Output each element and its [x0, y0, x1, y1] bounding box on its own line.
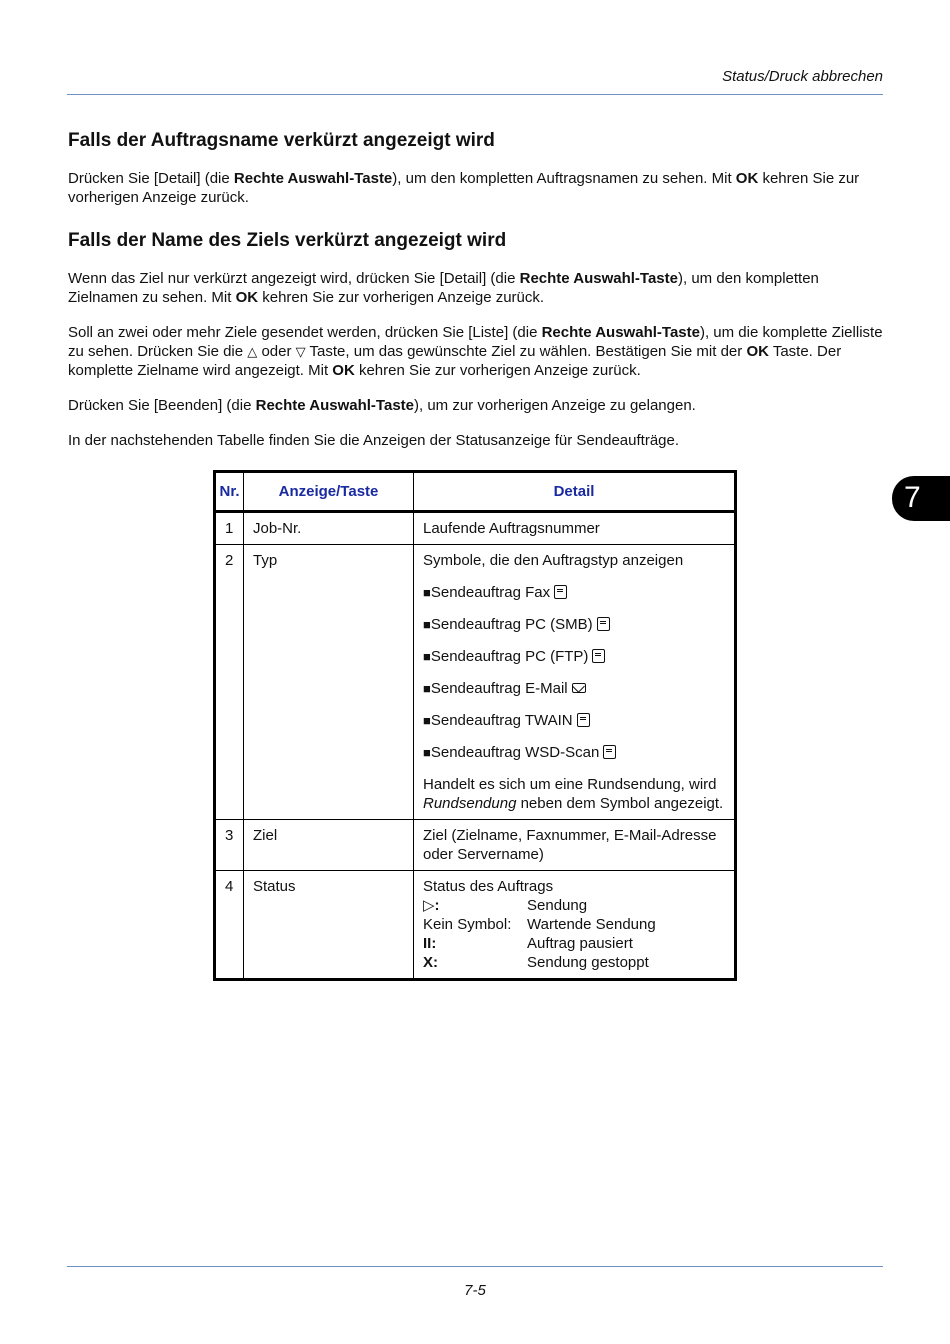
cell-display: Ziel [244, 820, 414, 871]
cell-display: Typ [244, 545, 414, 820]
page-content [68, 129, 883, 450]
cell-detail [414, 545, 736, 820]
paragraph-table-intro: In der nachstehenden Tabelle finden Sie die Anzeigen der Statusanzeige für Sendeaufträge. [68, 432, 680, 449]
table-row [215, 871, 736, 980]
paragraph-job-name: Drücken Sie [Detail] (die Rechte Auswahl-Taste), um den kompletten Auftragsnamen zu sehen. Mit OK kehren Sie zur vorherigen Anzeige zurück. [68, 170, 860, 206]
column-header-detail: Detail [414, 472, 736, 512]
footer-rule [67, 1266, 883, 1267]
pc-smb-icon [597, 617, 610, 631]
list-item: ■Sendeauftrag TWAIN [423, 711, 726, 730]
up-arrow-icon: △ [247, 344, 258, 359]
paragraph-destination-detail: Wenn das Ziel nur verkürzt angezeigt wird, drücken Sie [Detail] (die Rechte Auswahl-Taste), um den kompletten Zielnamen zu sehen. Mit OK kehren Sie zur vorherigen Anzeige zurück. [68, 270, 819, 306]
cell-nr: 1 [215, 512, 244, 545]
paragraph-destination-list: Soll an zwei oder mehr Ziele gesendet werden, drücken Sie [Liste] (die Rechte Auswahl-Taste), um die komplette Zielliste zu sehen. Drücken Sie die △ oder ▽ Taste, um das gewünschte Ziel zu wählen. Bestätigen Sie mit der OK Taste. Der komplette Zielname wird angezeigt. Mit OK kehren Sie zur vorherigen Anzeige zurück. [68, 324, 883, 379]
email-icon [572, 683, 586, 693]
pause-icon: II: [423, 935, 437, 952]
header-rule [67, 94, 883, 95]
twain-icon [577, 713, 590, 727]
cell-detail [414, 871, 736, 980]
chapter-number: 7 [904, 481, 921, 514]
table-row [215, 512, 736, 545]
status-meaning: Sendung gestoppt [527, 954, 649, 971]
status-table [213, 470, 737, 981]
pc-ftp-icon [592, 649, 605, 663]
status-description: Status des Auftrags [423, 878, 554, 895]
down-arrow-icon: ▽ [295, 344, 306, 359]
type-description: Symbole, die den Auftragstyp anzeigen [423, 552, 684, 569]
list-item: ■Sendeauftrag PC (SMB) [423, 615, 726, 634]
list-item: ■Sendeauftrag E-Mail [423, 679, 726, 698]
broadcast-note: Handelt es sich um eine Rundsendung, wird Rundsendung neben dem Symbol angezeigt. [423, 776, 724, 812]
stop-icon: X: [423, 954, 438, 971]
status-legend [423, 896, 726, 972]
fax-icon [554, 585, 567, 599]
table-row [215, 820, 736, 871]
table-row [215, 545, 736, 820]
section-heading-destination-name: Falls der Name des Ziels verkürzt angezeigt wird [68, 230, 507, 251]
wsd-scan-icon [603, 745, 616, 759]
status-meaning: Wartende Sendung [527, 916, 656, 933]
cell-detail: Ziel (Zielname, Faxnummer, E-Mail-Adresse oder Servername) [414, 820, 736, 871]
cell-nr: 2 [215, 545, 244, 820]
cell-display: Job-Nr. [244, 512, 414, 545]
page-number: 7-5 [464, 1282, 486, 1299]
cell-display: Status [244, 871, 414, 980]
column-header-display: Anzeige/Taste [244, 472, 414, 512]
section-heading-job-name: Falls der Auftragsname verkürzt angezeigt wird [68, 130, 495, 151]
list-item: ■Sendeauftrag Fax [423, 583, 726, 602]
cell-nr: 4 [215, 871, 244, 980]
paragraph-finish: Drücken Sie [Beenden] (die Rechte Auswahl-Taste), um zur vorherigen Anzeige zu gelangen. [68, 397, 696, 414]
status-symbol: Kein Symbol: [423, 916, 512, 933]
cell-detail: Laufende Auftragsnummer [414, 512, 736, 545]
running-header: Status/Druck abbrechen [722, 68, 883, 85]
list-item: ■Sendeauftrag WSD-Scan [423, 743, 726, 762]
status-meaning: Auftrag pausiert [527, 935, 633, 952]
table-header-row [215, 472, 736, 512]
list-item: ■Sendeauftrag PC (FTP) [423, 647, 726, 666]
sending-icon: ▷: [423, 897, 440, 914]
chapter-tab [892, 476, 950, 521]
cell-nr: 3 [215, 820, 244, 871]
column-header-nr: Nr. [215, 472, 244, 512]
status-meaning: Sendung [527, 897, 588, 914]
